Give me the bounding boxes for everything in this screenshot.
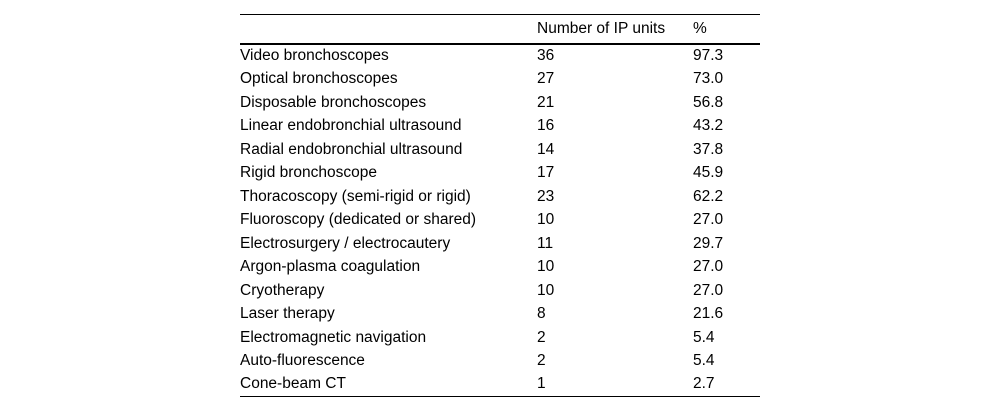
- row-label: Video bronchoscopes: [240, 47, 389, 64]
- col-header-equipment: [240, 15, 537, 44]
- row-percent-value: 21.6: [693, 305, 724, 322]
- row-percent-value: 5.4: [693, 352, 715, 369]
- row-units-value: 10: [537, 281, 555, 299]
- row-label: Thoracoscopy (semi-rigid or rigid): [240, 187, 471, 205]
- row-label: Laser therapy: [240, 305, 335, 322]
- row-percent-value: 27.0: [693, 258, 724, 275]
- row-label: Disposable bronchoscopes: [240, 93, 427, 111]
- row-units-value: 36: [537, 47, 555, 64]
- row-units-value: 16: [537, 117, 555, 134]
- row-label: Cone-beam CT: [240, 375, 346, 393]
- row-units-value: 23: [537, 187, 555, 205]
- table-row: [240, 138, 760, 162]
- row-units-value: 2: [537, 328, 546, 346]
- row-label: Fluoroscopy (dedicated or shared): [240, 211, 477, 228]
- row-percent-value: 27.0: [693, 281, 724, 299]
- row-percent-value: 62.2: [693, 187, 724, 205]
- table-row: [240, 91, 760, 115]
- row-units-value: 14: [537, 140, 555, 158]
- row-percent-value: 73.0: [693, 70, 724, 87]
- col-header-percent: %: [693, 15, 760, 44]
- row-units-value: 11: [537, 234, 554, 252]
- row-label: Optical bronchoscopes: [240, 70, 398, 87]
- ip-equipment-table: [240, 14, 760, 397]
- row-percent-value: 5.4: [693, 328, 715, 346]
- equipment-table-container: [240, 14, 760, 397]
- row-label: Electromagnetic navigation: [240, 328, 427, 346]
- row-units-value: 21: [537, 93, 555, 111]
- row-percent-value: 45.9: [693, 164, 724, 181]
- row-label: Cryotherapy: [240, 281, 325, 299]
- row-label: Electrosurgery / electrocautery: [240, 234, 451, 252]
- table-row: [240, 161, 760, 185]
- table-row: [240, 67, 760, 91]
- table-row: [240, 255, 760, 279]
- row-units-value: 17: [537, 164, 555, 181]
- table-row: [240, 279, 760, 303]
- table-body: [240, 44, 760, 397]
- table-row: [240, 208, 760, 232]
- table-row: [240, 326, 760, 350]
- header-row: [240, 15, 760, 44]
- table-row: [240, 185, 760, 209]
- row-percent-value: 37.8: [693, 140, 724, 158]
- table-row: [240, 349, 760, 373]
- row-percent-value: 27.0: [693, 211, 724, 228]
- row-percent-value: 29.7: [693, 234, 724, 252]
- row-percent-value: 97.3: [693, 47, 724, 64]
- col-header-number-of-ip-units: Number of IP units: [537, 15, 693, 44]
- row-label: Argon-plasma coagulation: [240, 258, 421, 275]
- row-percent-value: 43.2: [693, 117, 724, 134]
- row-label: Rigid bronchoscope: [240, 164, 378, 181]
- row-percent-value: 2.7: [693, 375, 715, 393]
- row-units-value: 10: [537, 211, 555, 228]
- table-row: [240, 373, 760, 397]
- row-units-value: 10: [537, 258, 555, 275]
- table-row: [240, 114, 760, 138]
- table-header: [240, 15, 760, 44]
- row-percent-value: 56.8: [693, 93, 724, 111]
- row-units-value: 8: [537, 305, 546, 322]
- row-label: Radial endobronchial ultrasound: [240, 140, 463, 158]
- row-units-value: 1: [537, 375, 546, 393]
- table-row: [240, 302, 760, 326]
- table-row: [240, 44, 760, 68]
- row-units-value: 27: [537, 70, 555, 87]
- row-units-value: 2: [537, 352, 546, 369]
- row-label: Linear endobronchial ultrasound: [240, 117, 462, 134]
- table-row: [240, 232, 760, 256]
- row-label: Auto-fluorescence: [240, 352, 365, 369]
